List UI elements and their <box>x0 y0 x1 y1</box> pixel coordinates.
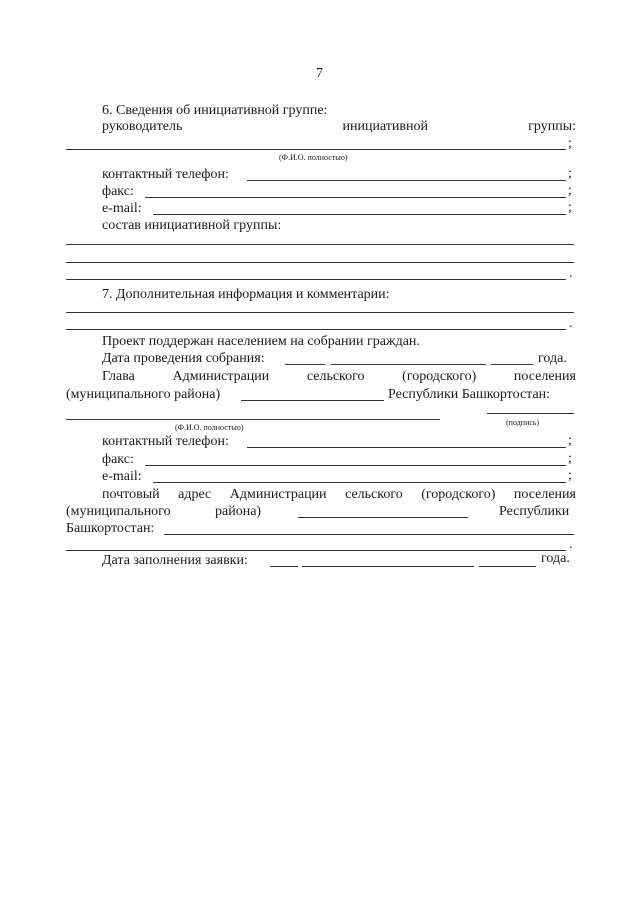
meeting-date-label: Дата проведения собрания: <box>102 351 265 366</box>
head-fio-hint: (Ф.И.О. полностью) <box>175 423 244 432</box>
page-number: 7 <box>316 66 323 81</box>
head-word-1: Глава <box>102 369 135 384</box>
head-word-5: поселения <box>513 369 576 384</box>
meeting-day-field[interactable] <box>285 364 325 365</box>
comments-line-1[interactable] <box>66 312 574 313</box>
semicolon: ; <box>568 468 572 483</box>
period: . <box>569 316 573 331</box>
semicolon: ; <box>568 183 572 198</box>
postal-word-5: (городского) <box>421 487 496 502</box>
group-members-label: состав инициативной группы: <box>102 218 282 233</box>
admin-email-label: e-mail: <box>102 469 142 484</box>
postal-address-line-2[interactable] <box>66 550 566 551</box>
district-field[interactable] <box>241 400 384 401</box>
postal-district-word-2: района) <box>215 504 262 519</box>
period: . <box>569 537 573 552</box>
meeting-year-field[interactable] <box>491 364 533 365</box>
republic-label: Республики Башкортостан: <box>388 387 551 402</box>
admin-email-field[interactable] <box>153 482 566 483</box>
head-signature-field[interactable] <box>487 413 574 414</box>
comments-line-2[interactable] <box>66 329 566 330</box>
leader-word-1: руководитель <box>102 119 183 134</box>
leader-word-2: инициативной <box>342 119 429 134</box>
postal-word-3: Администрации <box>229 487 327 502</box>
section-6-title: 6. Сведения об инициативной группе: <box>102 103 328 118</box>
district-label: (муниципального района) <box>66 387 221 402</box>
leader-line-text <box>102 119 576 135</box>
section-7-title: 7. Дополнительная информация и комментарии: <box>102 287 390 302</box>
group-phone-field[interactable] <box>247 180 566 181</box>
fill-year-field[interactable] <box>479 566 536 567</box>
postal-address-line-1[interactable] <box>164 534 574 535</box>
fill-month-field[interactable] <box>302 566 474 567</box>
admin-phone-label: контактный телефон: <box>102 434 229 449</box>
postal-word-4: сельского <box>345 487 403 502</box>
leader-word-3: группы: <box>528 119 576 134</box>
postal-district-word-1: (муниципального <box>66 504 171 519</box>
meeting-year-word: года. <box>538 351 567 366</box>
period: . <box>569 266 573 281</box>
signature-hint: (подпись) <box>506 418 540 427</box>
admin-phone-field[interactable] <box>247 447 566 448</box>
semicolon: ; <box>568 166 572 181</box>
leader-fio-field[interactable] <box>66 149 566 150</box>
head-fio-field[interactable] <box>66 419 440 420</box>
postal-republic-word: Республики <box>499 504 570 519</box>
bashkortostan-label: Башкортостан: <box>66 521 155 536</box>
group-fax-label: факс: <box>102 184 134 199</box>
head-word-2: Администрации <box>172 369 270 384</box>
fill-day-field[interactable] <box>270 566 298 567</box>
postal-word-6: поселения <box>513 487 576 502</box>
head-line-text <box>102 369 576 385</box>
postal-line-text <box>102 487 576 503</box>
group-email-label: e-mail: <box>102 201 142 216</box>
admin-fax-field[interactable] <box>145 465 566 466</box>
semicolon: ; <box>568 136 572 151</box>
head-word-4: (городского) <box>402 369 477 384</box>
postal-district-field[interactable] <box>298 517 468 518</box>
postal-word-2: адрес <box>178 487 212 502</box>
group-email-field[interactable] <box>153 214 566 215</box>
leader-fio-hint: (Ф.И.О. полностью) <box>279 153 348 162</box>
meeting-month-field[interactable] <box>331 364 486 365</box>
group-members-line-3[interactable] <box>66 279 566 280</box>
group-members-line-1[interactable] <box>66 244 574 245</box>
semicolon: ; <box>568 200 572 215</box>
fill-year-word: года. <box>541 551 570 566</box>
group-fax-field[interactable] <box>145 197 566 198</box>
fill-date-label: Дата заполнения заявки: <box>102 553 248 568</box>
supported-text: Проект поддержан населением на собрании граждан. <box>102 334 420 349</box>
postal-word-1: почтовый <box>102 487 160 502</box>
semicolon: ; <box>568 451 572 466</box>
admin-fax-label: факс: <box>102 452 134 467</box>
semicolon: ; <box>568 433 572 448</box>
group-phone-label: контактный телефон: <box>102 167 229 182</box>
head-word-3: сельского <box>306 369 365 384</box>
group-members-line-2[interactable] <box>66 262 574 263</box>
